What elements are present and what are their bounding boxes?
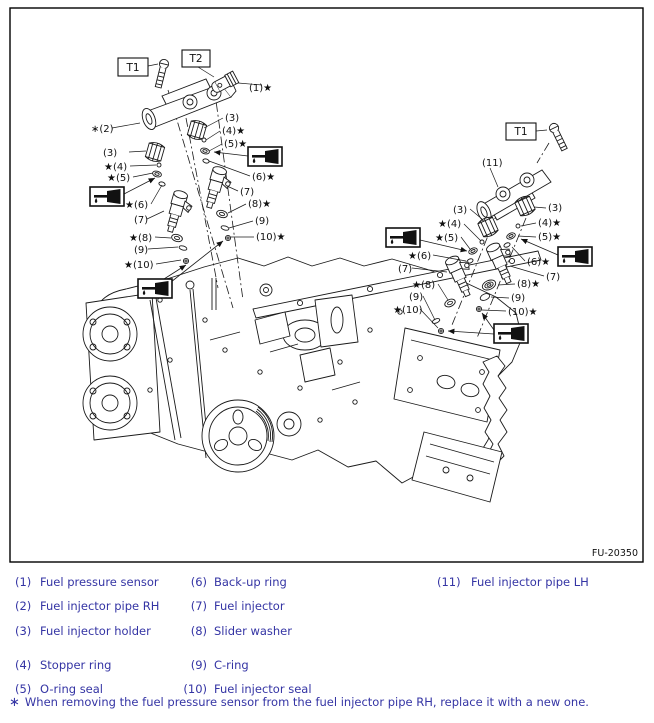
callout-4: (4)★ [222,126,246,137]
callout-7: (7) [134,215,149,226]
footnote-text: When removing the fuel pressure sensor from the fuel injector pipe RH, replace it with a new one. [24,695,589,709]
tool-label-t1-right [506,123,536,140]
legend-label: Fuel injector holder [40,624,151,638]
legend-num: (11) [437,575,461,589]
callout-4: ★(4) [438,219,462,230]
callout-9: (9) [511,293,526,304]
callout-5: (5)★ [538,232,562,243]
callout-5: ★(5) [435,233,459,244]
footnote-marker: ∗ [9,695,20,710]
callout-7: (7) [240,187,255,198]
legend-num: (9) [190,658,207,672]
legend-label: Fuel injector pipe LH [471,575,589,589]
callout-3: (3) [225,113,240,124]
tool-label-text: T1 [514,126,528,138]
legend-label: Fuel injector [214,599,285,613]
grease-applicator-icon [248,147,282,166]
callout-3: (3) [453,205,468,216]
legend-num: (5) [15,682,32,696]
callout-10: (10)★ [508,307,538,318]
grease-applicator-icon [386,228,420,247]
callout-9: (9) [134,245,149,256]
grease-applicator-icon [494,324,528,343]
legend-label: Stopper ring [40,658,112,672]
legend-label: Back-up ring [214,575,287,589]
callout-9: (9) [255,216,270,227]
legend-num: (10) [183,682,207,696]
callout-5: ★(5) [107,173,131,184]
grease-applicator-icon [90,187,124,206]
grease-applicator-icon [138,279,172,298]
legend-num: (1) [15,575,32,589]
tool-label-t1-left [118,58,148,76]
callout-4: (4)★ [538,218,562,229]
callout-10: (10)★ [256,232,286,243]
callout-11: (11) [482,158,503,169]
legend-num: (6) [190,575,207,589]
callout-10: ★(10) [124,260,154,271]
legend-label: Fuel injector pipe RH [40,599,160,613]
legend-num: (4) [15,658,32,672]
callout-2: ∗(2) [91,124,114,135]
legend-label: Fuel injector seal [214,682,312,696]
callout-1: (1)★ [249,83,273,94]
grease-applicator-icon [558,247,592,266]
legend-label: O-ring seal [40,682,103,696]
legend-num: (2) [15,599,32,613]
callout-3: (3) [548,203,563,214]
callout-9: (9) [409,292,424,303]
figure-code: FU-20350 [591,548,638,559]
callout-8: (8)★ [248,199,272,210]
callout-7: (7) [546,272,561,283]
callout-6: (6)★ [527,257,551,268]
callout-10: ★(10) [393,305,423,316]
footnote [9,695,589,710]
callout-6: ★(6) [125,200,149,211]
tool-label-text: T1 [126,62,140,74]
tool-label-text: T2 [189,53,203,65]
legend-label: C-ring [214,658,249,672]
callout-8: ★(8) [412,280,436,291]
callout-6: ★(6) [408,251,432,262]
legend-num: (7) [190,599,207,613]
callout-5: (5)★ [224,139,248,150]
legend-label: Fuel pressure sensor [40,575,159,589]
callout-8: ★(8) [129,233,153,244]
legend-num: (3) [15,624,32,638]
tool-label-t2 [182,50,210,67]
legend-label: Slider washer [214,624,292,638]
callout-4: ★(4) [104,162,128,173]
legend-num: (8) [190,624,207,638]
callout-3: (3) [103,148,118,159]
callout-6: (6)★ [252,172,276,183]
callout-8: (8)★ [517,279,541,290]
callout-7: (7) [398,264,413,275]
